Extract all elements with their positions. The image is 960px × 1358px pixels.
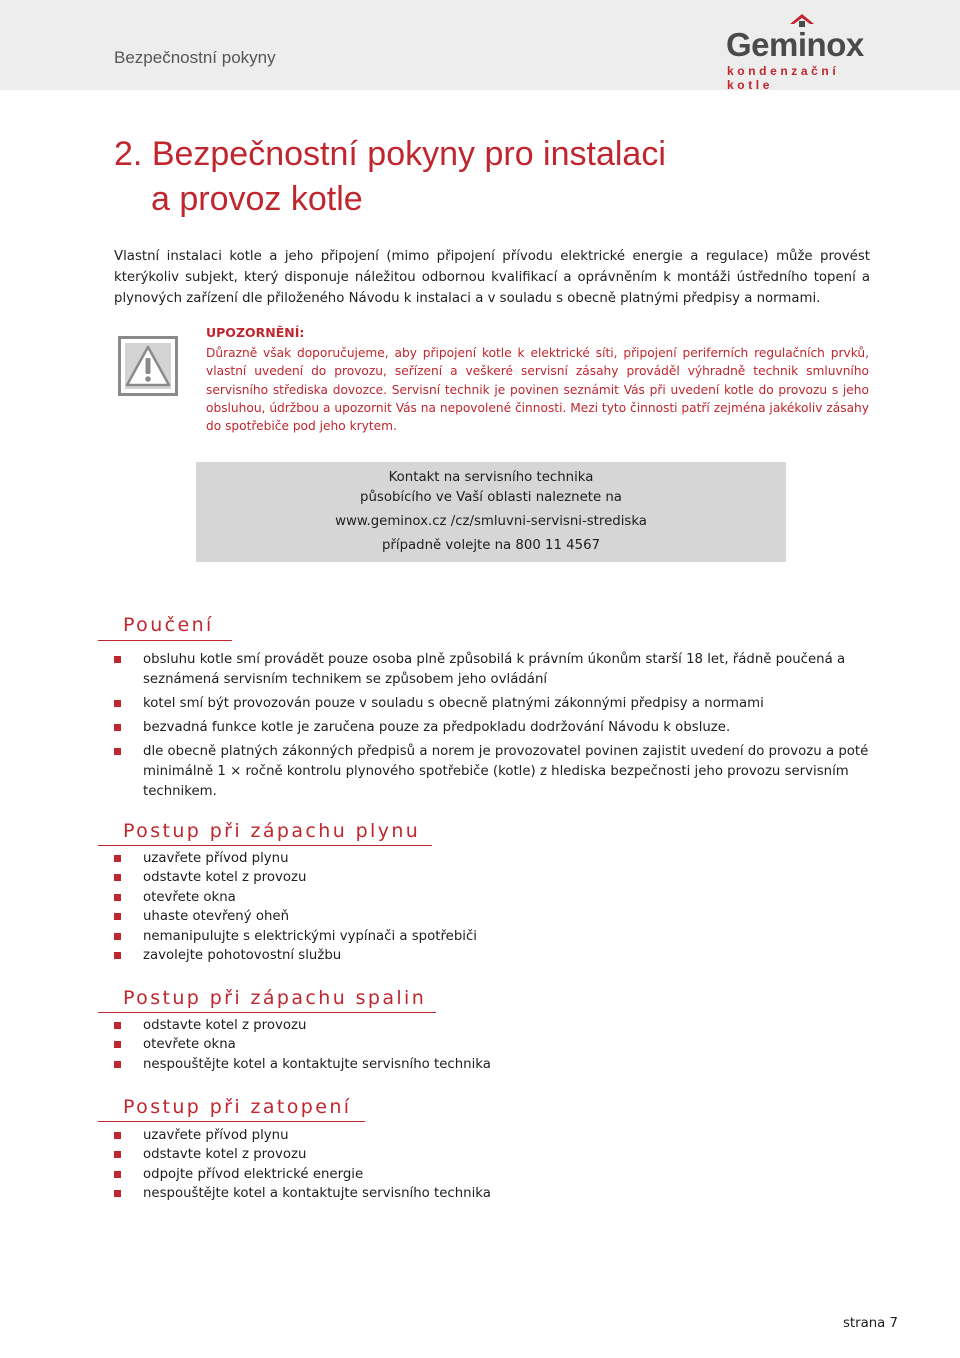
warning-text-2: Servisní technik je povinen seznámit Vás při uvedení kotle do provozu s jeho obsluhou, údržbou a upozornit Vás na nepovolené činnosti. <box>206 382 869 415</box>
list-item-text: nespouštějte kotel a kontaktujte servisního technika <box>143 1056 491 1072</box>
square-bullet-icon <box>114 1132 121 1139</box>
section-title-zatopeni: Postup při zatopení <box>123 1096 352 1118</box>
section-rule-pouceni <box>98 640 232 641</box>
square-bullet-icon <box>114 1171 121 1178</box>
list-item <box>112 1055 491 1074</box>
page-title <box>114 132 666 222</box>
list-item <box>112 1184 491 1203</box>
list-item-text: odstavte kotel z provozu <box>143 1147 307 1163</box>
contact-line-1: Kontakt na servisního technika <box>388 470 594 485</box>
contact-line-2: působícího ve Vaší oblasti naleznete na <box>360 490 622 505</box>
list-item-text: kotel smí být provozován pouze v souladu s obecně platnými zákonnými předpisy a normami <box>143 696 764 711</box>
list-item-text: otevřete okna <box>143 1037 236 1053</box>
list-item <box>112 927 477 946</box>
logo-name: Geminox <box>726 26 864 63</box>
page-header <box>0 0 960 90</box>
square-bullet-icon <box>114 1041 121 1048</box>
contact-box <box>196 462 786 562</box>
section-title-plyn: Postup při zápachu plynu <box>123 820 421 842</box>
list-item-text: obsluhu kotle smí provádět pouze osoba plně způsobilá k právním úkonům starší 18 let, řádně poučená a seznámená servisním technikem se způsobem jeho ovládání <box>143 652 846 687</box>
square-bullet-icon <box>114 748 121 755</box>
list-item-text: otevřete okna <box>143 889 236 905</box>
section-rule-spaliny <box>98 1012 436 1013</box>
warning-heading: UPOZORNĚNÍ: <box>206 325 305 340</box>
list-item <box>112 694 872 714</box>
list-item-text: odpojte přívod elektrické energie <box>143 1166 364 1182</box>
header-title: Bezpečnostní pokyny <box>114 48 276 67</box>
list-item <box>112 1035 491 1054</box>
list-zatopeni <box>112 1126 491 1204</box>
list-item <box>112 718 872 738</box>
list-plyn <box>112 849 477 965</box>
list-item <box>112 1165 491 1184</box>
section-rule-plyn <box>98 845 432 846</box>
list-item <box>112 946 477 965</box>
logo-tagline: kondenzační kotle <box>727 64 840 92</box>
list-item-text: dle obecně platných zákonných předpisů a norem je provozovatel povinen zajistit uvedení do provozu a poté minimálně 1 × ročně kontrolu plynového spotřebiče (kotle) z hlediska bezpečnosti jeho provozu servisním technikem. <box>143 744 869 799</box>
square-bullet-icon <box>114 952 121 959</box>
list-item-text: bezvadná funkce kotle je zaručena pouze za předpokladu dodržování Návodu k obsluze. <box>143 720 731 735</box>
list-item-text: nespouštějte kotel a kontaktujte servisního technika <box>143 1186 491 1202</box>
square-bullet-icon <box>114 724 121 731</box>
list-item <box>112 1145 491 1164</box>
title-line-2: a provoz kotle <box>151 180 363 218</box>
section-title-pouceni: Poučení <box>123 614 214 636</box>
geminox-logo <box>724 14 874 92</box>
square-bullet-icon <box>114 1061 121 1068</box>
list-item <box>112 1126 491 1145</box>
square-bullet-icon <box>114 1022 121 1029</box>
warning-text-1: Důrazně však doporučujeme, aby připojení kotle k elektrické síti, připojení periferních regulačních prvků, vlastní uvedení do provozu, seřízení a veškeré servisní zásahy prováděl výhradně technik smluvního servisního střediska dovozce. <box>206 346 869 397</box>
square-bullet-icon <box>114 933 121 940</box>
list-item-text: nemanipulujte s elektrickými vypínači a spotřebiči <box>143 928 477 944</box>
square-bullet-icon <box>114 855 121 862</box>
list-item <box>112 868 477 887</box>
list-item-text: odstavte kotel z provozu <box>143 870 307 886</box>
square-bullet-icon <box>114 656 121 663</box>
contact-phone: případně volejte na 800 11 4567 <box>381 538 601 553</box>
contact-url[interactable]: www.geminox.cz /cz/smluvni-servisni-strediska <box>335 514 647 529</box>
list-item <box>112 907 477 926</box>
warning-triangle-icon <box>118 336 178 396</box>
title-number: 2. <box>114 135 143 173</box>
square-bullet-icon <box>114 894 121 901</box>
square-bullet-icon <box>114 700 121 707</box>
list-pouceni <box>112 650 872 806</box>
page-number: strana 7 <box>843 1316 899 1331</box>
square-bullet-icon <box>114 1190 121 1197</box>
section-title-spaliny: Postup při zápachu spalin <box>123 987 427 1009</box>
list-item <box>112 849 477 868</box>
intro-paragraph: Vlastní instalaci kotle a jeho připojení (mimo připojení přívodu elektrické energie a regulace) může provést kterýkoliv subjekt, který disponuje náležitou odbornou kvalifikací a oprávněním k montáži ústředního topení a plynových zařízení dle přiloženého Návodu k instalaci a v souladu s obecně platnými předpisy a normami. <box>114 249 870 306</box>
square-bullet-icon <box>114 913 121 920</box>
warning-text-3: Mezi tyto činnosti patří zejména jakékoliv zásahy do spotřebiče pod jeho krytem. <box>206 400 869 434</box>
title-line-1: Bezpečnostní pokyny pro instalaci <box>151 135 666 173</box>
list-item-text: uzavřete přívod plynu <box>143 1128 289 1143</box>
square-bullet-icon <box>114 874 121 881</box>
section-rule-zatopeni <box>98 1121 365 1122</box>
list-item <box>112 888 477 907</box>
list-item <box>112 1016 491 1035</box>
list-item-text: uzavřete přívod plynu <box>143 851 289 866</box>
warning-block <box>206 324 869 435</box>
list-item-text: odstavte kotel z provozu <box>143 1018 307 1033</box>
list-spaliny <box>112 1016 491 1074</box>
list-item <box>112 650 872 690</box>
list-item-text: uhaste otevřený oheň <box>143 909 289 925</box>
list-item-text: zavolejte pohotovostní službu <box>143 948 342 964</box>
square-bullet-icon <box>114 1151 121 1158</box>
list-item <box>112 742 872 802</box>
